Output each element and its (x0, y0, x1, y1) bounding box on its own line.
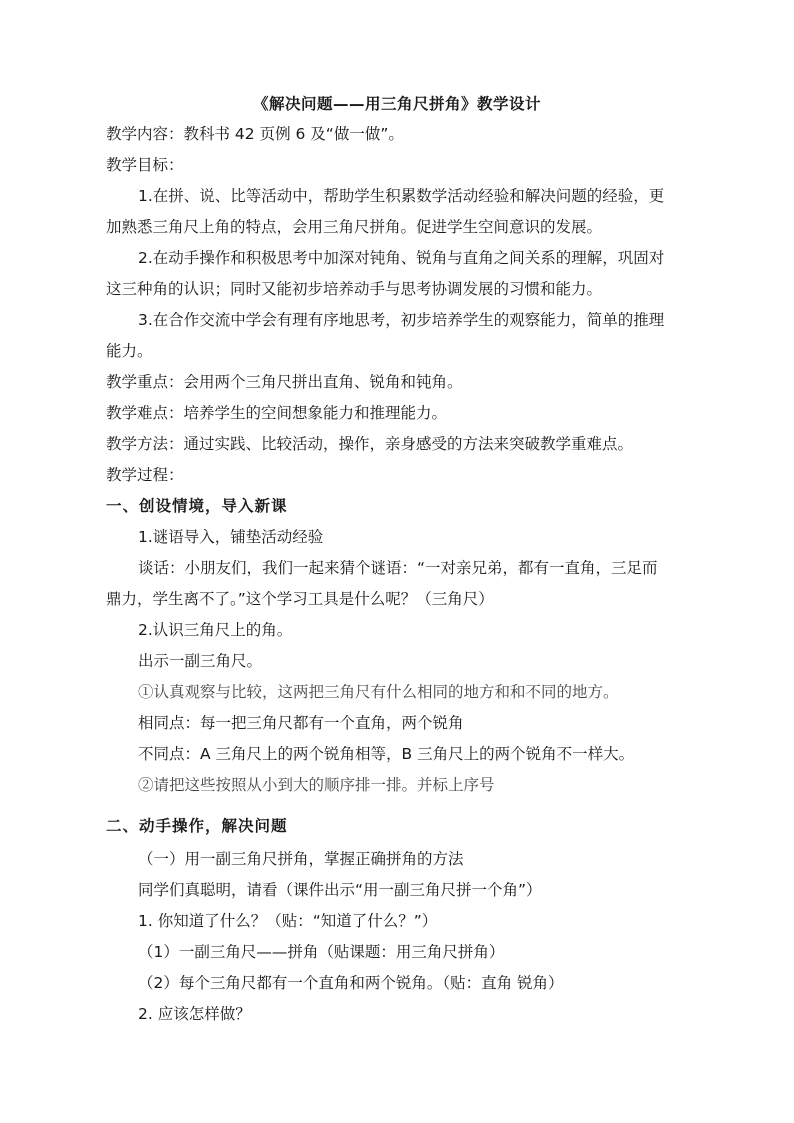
goal-3-line-1: 3.在合作交流中学会有理有序地思考，初步培养学生的观察能力，简单的推理 (138, 311, 665, 329)
goal-2-line-2: 这三种角的认识；同时又能初步培养动手与思考协调发展的习惯和能力。 (106, 280, 603, 298)
step-2-recognize-angles: 2.认识三角尺上的角。 (138, 621, 293, 639)
similarity-line: 相同点：每一把三角尺都有一个直角，两个锐角 (138, 714, 464, 732)
section-1-heading: 一、创设情境，导入新课 (106, 496, 288, 515)
goal-3-line-2: 能力。 (106, 342, 153, 360)
answer-1-1: （1）一副三角尺——拼角（贴课题：用三角尺拼角） (138, 943, 505, 961)
teaching-difficulty: 教学难点：培养学生的空间想象能力和推理能力。 (106, 404, 448, 422)
document-title: 《解决问题——用三角尺拼角》教学设计 (252, 95, 541, 113)
teaching-process-label: 教学过程： (106, 466, 184, 484)
question-1: 1. 你知道了什么？（贴：“知道了什么？”） (138, 912, 438, 930)
show-triangle-rulers: 出示一副三角尺。 (138, 652, 263, 670)
sort-order-item: ②请把这些按照从小到大的顺序排一排。并标上序号 (138, 776, 495, 794)
goal-1-line-2: 加熟悉三角尺上角的特点，会用三角尺拼角。促进学生空间意识的发展。 (106, 218, 603, 236)
teaching-goals-label: 教学目标： (106, 156, 184, 174)
subsection-1-heading: （一）用一副三角尺拼角，掌握正确拼角的方法 (138, 850, 464, 868)
answer-1-2: （2）每个三角尺都有一个直角和两个锐角。（贴：直角 锐角） (138, 974, 564, 992)
goal-2-line-1: 2.在动手操作和积极思考中加深对钝角、锐角与直角之间关系的理解，巩固对 (138, 249, 665, 267)
goal-1-line-1: 1.在拼、说、比等活动中，帮助学生积累数学活动经验和解决问题的经验，更 (138, 187, 665, 205)
section-2-heading: 二、动手操作，解决问题 (106, 816, 288, 835)
dialogue-line-1: 谈话：小朋友们，我们一起来猜个谜语：“一对亲兄弟，都有一直角，三足而 (138, 559, 658, 577)
teaching-content: 教学内容：教科书 42 页例 6 及“做一做”。 (106, 125, 404, 143)
courseware-line: 同学们真聪明，请看（课件出示“用一副三角尺拼一个角”） (138, 881, 542, 899)
dialogue-line-2: 鼎力，学生离不了。”这个学习工具是什么呢？（三角尺） (106, 590, 494, 608)
teaching-method: 教学方法：通过实践、比较活动，操作，亲身感受的方法来突破教学重难点。 (106, 435, 634, 453)
step-1-riddle-intro: 1.谜语导入，铺垫活动经验 (138, 528, 324, 546)
difference-line: 不同点：A 三角尺上的两个锐角相等，B 三角尺上的两个锐角不一样大。 (138, 745, 635, 763)
observe-compare-item: ①认真观察与比较，这两把三角尺有什么相同的地方和和不同的地方。 (138, 683, 619, 701)
question-2: 2. 应该怎样做？ (138, 1005, 251, 1023)
teaching-key-point: 教学重点：会用两个三角尺拼出直角、锐角和钝角。 (106, 373, 463, 391)
